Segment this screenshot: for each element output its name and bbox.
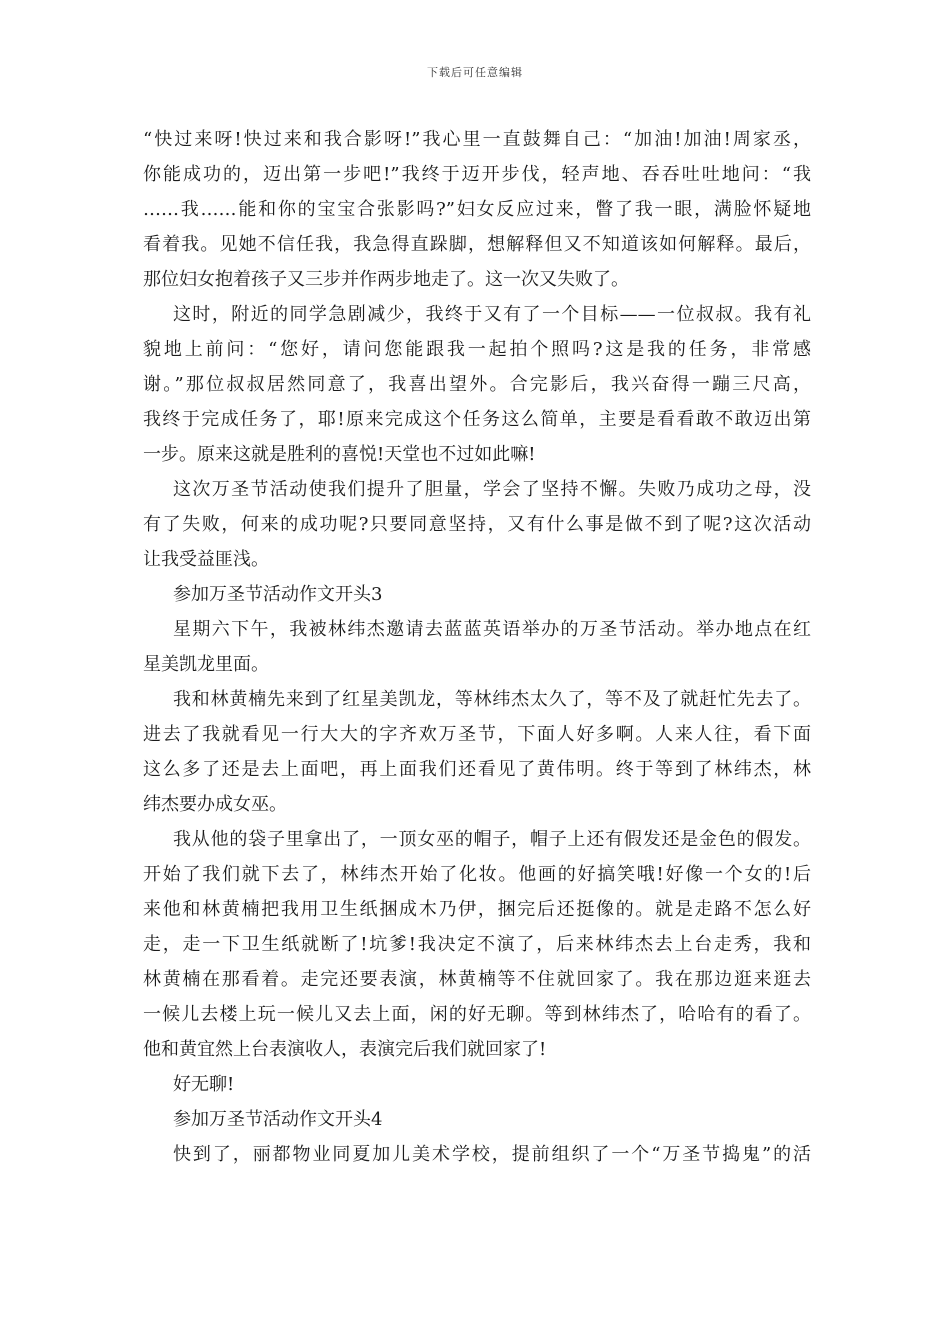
document-body bbox=[143, 122, 811, 1172]
text-line: 有了失败，何来的成功呢?只要同意坚持，又有什么事是做不到了呢?这次活动 bbox=[143, 514, 811, 535]
text-line: 看着我。见她不信任我，我急得直跺脚，想解释但又不知道该如何解释。最后， bbox=[143, 234, 811, 255]
text-line: 他和黄宜然上台表演收人，表演完后我们就回家了! bbox=[143, 1039, 547, 1060]
text-line: 这时，附近的同学急剧减少，我终于又有了一个目标——一位叔叔。我有礼 bbox=[173, 304, 811, 325]
text-line: 你能成功的，迈出第一步吧!”我终于迈开步伐，轻声地、吞吞吐吐地问：“我 bbox=[143, 164, 811, 185]
text-line: 貌地上前问：“您好，请问您能跟我一起拍个照吗?这是我的任务，非常感 bbox=[143, 339, 811, 360]
text-line: 我从他的袋子里拿出了，一顶女巫的帽子，帽子上还有假发还是金色的假发。 bbox=[173, 829, 811, 850]
section-heading: 参加万圣节活动作文开头4 bbox=[173, 1109, 383, 1130]
text-line: 林黄楠在那看着。走完还要表演，林黄楠等不住就回家了。我在那边逛来逛去 bbox=[143, 969, 811, 990]
text-line: 我终于完成任务了，耶!原来完成这个任务这么简单，主要是看看敢不敢迈出第 bbox=[143, 409, 811, 430]
text-line: 星期六下午，我被林纬杰邀请去蓝蓝英语举办的万圣节活动。举办地点在红 bbox=[173, 619, 811, 640]
text-line: 走，走一下卫生纸就断了!坑爹!我决定不演了，后来林纬杰去上台走秀，我和 bbox=[143, 934, 811, 955]
section-heading: 参加万圣节活动作文开头3 bbox=[173, 584, 383, 605]
text-line: 一候儿去楼上玩一候儿又去上面，闲的好无聊。等到林纬杰了，哈哈有的看了。 bbox=[143, 1004, 811, 1025]
text-line: 纬杰要办成女巫。 bbox=[143, 794, 287, 815]
text-line: 好无聊! bbox=[173, 1074, 235, 1095]
text-line: 这次万圣节活动使我们提升了胆量，学会了坚持不懈。失败乃成功之母，没 bbox=[173, 479, 811, 500]
text-line: ……我……能和你的宝宝合张影吗?”妇女反应过来，瞥了我一眼，满脸怀疑地 bbox=[143, 199, 811, 220]
text-line: 快到了，丽都物业同夏加儿美术学校，提前组织了一个“万圣节捣鬼”的活 bbox=[173, 1144, 811, 1165]
text-line: 星美凯龙里面。 bbox=[143, 654, 269, 675]
text-line: 那位妇女抱着孩子又三步并作两步地走了。这一次又失败了。 bbox=[143, 269, 629, 290]
page-header: 下载后可任意编辑 bbox=[427, 66, 523, 79]
text-line: 来他和林黄楠把我用卫生纸捆成木乃伊，捆完后还挺像的。就是走路不怎么好 bbox=[143, 899, 811, 920]
text-line: 这么多了还是去上面吧，再上面我们还看见了黄伟明。终于等到了林纬杰，林 bbox=[143, 759, 811, 780]
text-line: 开始了我们就下去了，林纬杰开始了化妆。他画的好搞笑哦!好像一个女的!后 bbox=[143, 864, 811, 885]
text-line: 一步。原来这就是胜利的喜悦!天堂也不过如此嘛! bbox=[143, 444, 536, 465]
text-line: 进去了我就看见一行大大的字齐欢万圣节，下面人好多啊。人来人往，看下面 bbox=[143, 724, 811, 745]
text-line: 让我受益匪浅。 bbox=[143, 549, 269, 570]
text-line: “快过来呀!快过来和我合影呀!”我心里一直鼓舞自己：“加油!加油!周家丞， bbox=[143, 129, 811, 150]
text-line: 我和林黄楠先来到了红星美凯龙，等林纬杰太久了，等不及了就赶忙先去了。 bbox=[173, 689, 811, 710]
text-line: 谢。”那位叔叔居然同意了，我喜出望外。合完影后，我兴奋得一蹦三尺高， bbox=[143, 374, 811, 395]
